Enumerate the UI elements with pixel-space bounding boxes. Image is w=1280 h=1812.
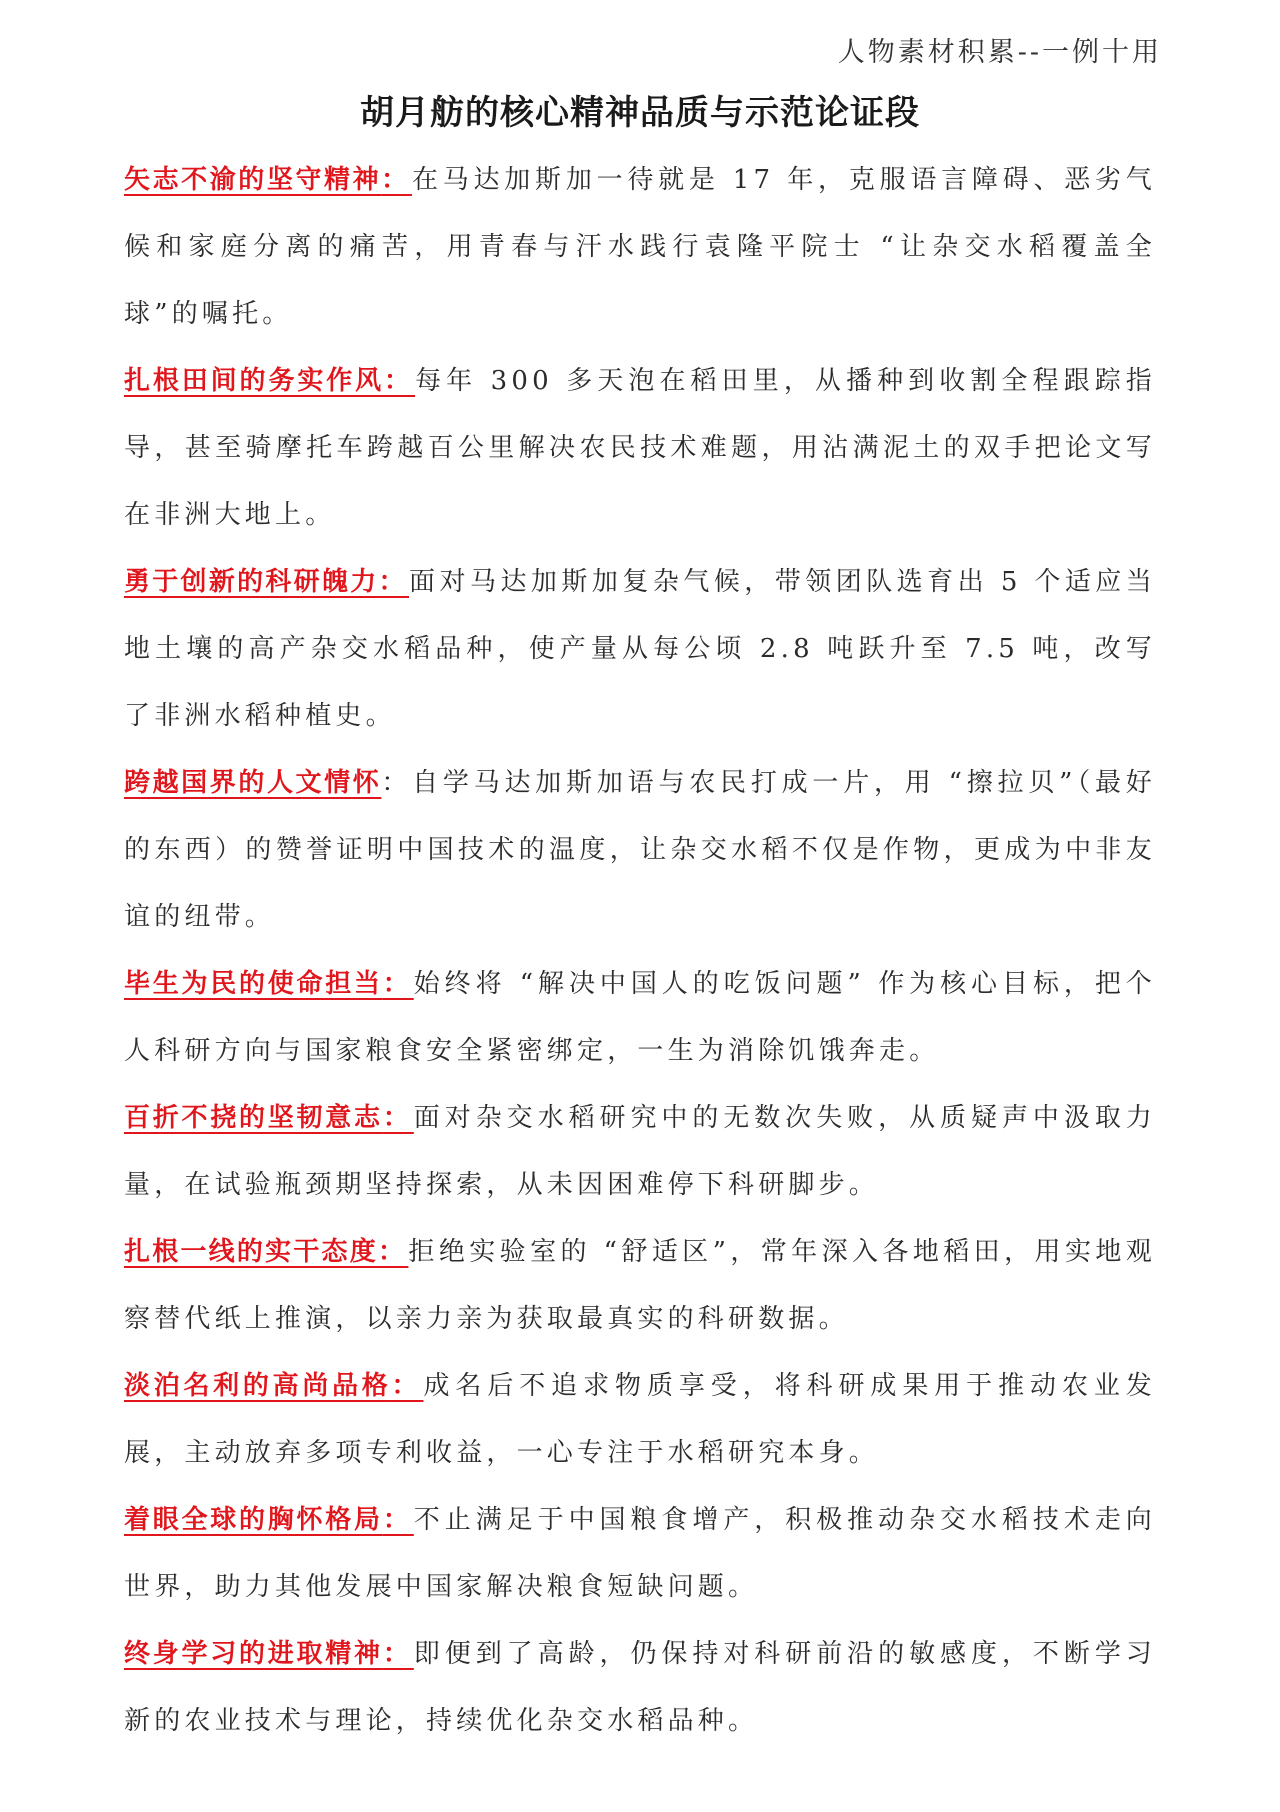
paragraph-label: 着眼全球的胸怀格局 (124, 1505, 383, 1535)
paragraph-5 (124, 951, 1156, 1085)
paragraph-label-colon: ： (381, 768, 413, 798)
paragraph-text: 在马达加斯加一待就是 17 年，克服语言障碍、恶劣气候和家庭分离的痛苦，用青春与汗水践行袁隆平院士 “让杂交水稻覆盖全球”的嘱托。 (124, 165, 1156, 329)
paragraph-label-colon: ： (381, 165, 412, 195)
paragraph-text: 面对马达加斯加复杂气候，带领团队选育出 5 个适应当地土壤的高产杂交水稻品种，使产量从每公顷 2.8 吨跃升至 7.5 吨，改写了非洲水稻种植史。 (124, 567, 1156, 731)
paragraph-label-colon: ： (382, 969, 414, 999)
paragraph-6 (124, 1085, 1156, 1219)
paragraph-label: 跨越国界的人文情怀 (124, 768, 382, 798)
paragraph-text: 自学马达加斯加语与农民打成一片，用 “擦拉贝”（最好的东西）的赞誉证明中国技术的温度，让杂交水稻不仅是作物，更成为中非友谊的纽带。 (124, 768, 1156, 932)
paragraph-label-colon: ： (382, 1505, 414, 1535)
paragraph-label: 矢志不渝的坚守精神 (124, 165, 382, 195)
paragraph-4 (124, 750, 1156, 951)
paragraph-9 (124, 1487, 1156, 1621)
paragraph-10 (124, 1621, 1156, 1755)
paragraph-label-colon: ： (384, 366, 416, 396)
paragraph-text: 即便到了高龄，仍保持对科研前沿的敏感度，不断学习新的农业技术与理论，持续优化杂交水稻品种。 (124, 1639, 1156, 1736)
paragraph-3 (124, 549, 1156, 750)
paragraph-text: 成名后不追求物质享受，将科研成果用于推动农业发展，主动放弃多项专利收益，一心专注于水稻研究本身。 (124, 1371, 1157, 1468)
paragraph-label-colon: ： (378, 1237, 409, 1267)
paragraph-7 (124, 1219, 1156, 1353)
paragraph-2 (124, 348, 1156, 549)
paragraph-label: 百折不挠的坚韧意志 (124, 1103, 383, 1133)
paragraph-label: 终身学习的进取精神 (124, 1639, 383, 1669)
paragraph-text: 始终将 “解决中国人的吃饭问题” 作为核心目标，把个人科研方向与国家粮食安全紧密绑定，一生为消除饥饿奔走。 (124, 969, 1156, 1066)
page-title: 胡月舫的核心精神品质与示范论证段 (360, 93, 920, 133)
paragraph-label: 淡泊名利的高尚品格 (124, 1371, 392, 1401)
paragraph-label: 毕生为民的使命担当 (124, 969, 383, 999)
paragraph-8 (124, 1353, 1156, 1487)
paragraph-text: 每年 300 多天泡在稻田里，从播种到收割全程跟踪指导，甚至骑摩托车跨越百公里解决农民技术难题，用沾满泥土的双手把论文写在非洲大地上。 (124, 366, 1156, 530)
paragraph-1 (124, 147, 1156, 348)
paragraph-label-colon: ： (382, 1639, 414, 1669)
paragraph-label: 扎根田间的务实作风 (124, 366, 384, 396)
paragraph-text: 拒绝实验室的 “舒适区”，常年深入各地稻田，用实地观察替代纸上推演，以亲力亲为获取最真实的科研数据。 (124, 1237, 1156, 1334)
paragraph-label: 扎根一线的实干态度 (124, 1237, 378, 1267)
paragraph-list (124, 147, 1156, 1755)
paragraph-text: 不止满足于中国粮食增产，积极推动杂交水稻技术走向世界，助力其他发展中国家解决粮食短缺问题。 (124, 1505, 1156, 1602)
paragraph-label-colon: ： (391, 1371, 424, 1401)
paragraph-label-colon: ： (378, 567, 409, 597)
paragraph-text: 面对杂交水稻研究中的无数次失败，从质疑声中汲取力量，在试验瓶颈期坚持探索，从未因困难停下科研脚步。 (124, 1103, 1156, 1200)
header-note: 人物素材积累--一例十用 (837, 37, 1162, 68)
paragraph-label: 勇于创新的科研魄力 (124, 567, 379, 597)
paragraph-label-colon: ： (382, 1103, 414, 1133)
